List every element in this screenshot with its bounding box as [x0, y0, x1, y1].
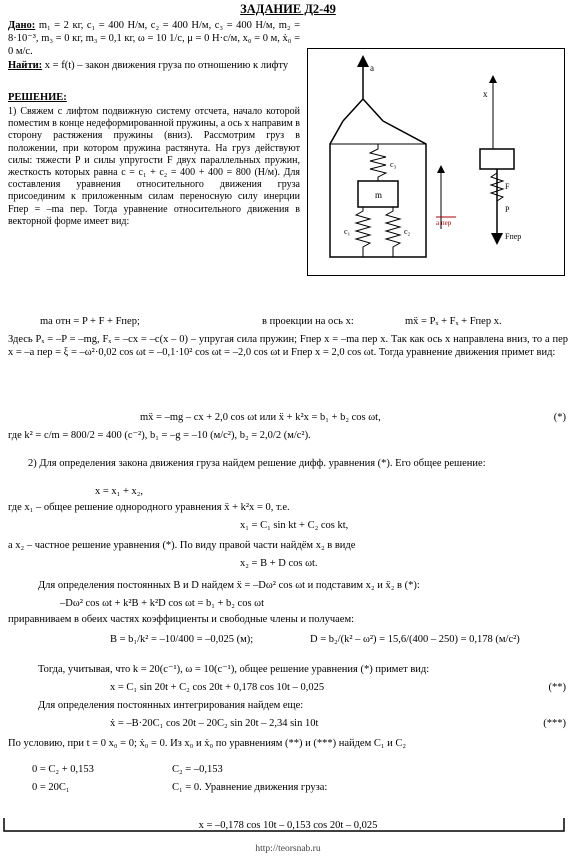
- paragraph-3: 2) Для определения закона движения груза найдем решение дифф. уравнения (*). Его общее решение:: [28, 458, 486, 469]
- find-label: Найти:: [8, 60, 43, 71]
- equation-full-number: (**): [548, 682, 566, 693]
- solution-label: РЕШЕНИЕ:: [8, 92, 67, 103]
- find-text: x = f(t) – закон движения груза по отношению к лифту: [44, 60, 289, 71]
- paragraph-3b: где x₁ – общее решение однородного уравнения ẍ + k²x = 0, т.е.: [8, 502, 290, 513]
- initial-condition-2: 0 = 20C₁: [32, 782, 70, 793]
- footer-url: http://teorsnab.ru: [255, 844, 321, 854]
- label-a: a: [370, 63, 374, 73]
- initial-condition-1: 0 = C₂ + 0,153: [32, 764, 94, 775]
- label-x: x: [483, 89, 488, 99]
- equation-vector: ma отн = P + F + Fпер;: [40, 316, 140, 327]
- paragraph-4: Для определения постоянных B и D найдем ẍ = –Dω² cos ωt и подставим x₂ и ẍ₂ в (*):: [38, 580, 420, 591]
- equation-substituted: –Dω² cos ωt + k²B + k²D cos ωt = b₁ + b₂ cos ωt: [60, 598, 265, 609]
- equation-velocity-number: (***): [543, 718, 566, 729]
- paragraph-4b: приравниваем в обеих частях коэффициенты и свободные члены и получаем:: [8, 614, 355, 625]
- initial-result-1: C₂ = –0,153: [172, 764, 223, 775]
- label-P: P: [505, 205, 510, 214]
- given-label: Дано:: [8, 20, 36, 31]
- label-c1: c₁: [344, 227, 351, 236]
- spring-mass-diagram: [308, 49, 564, 275]
- initial-result-2: C₁ = 0. Уравнение движения груза:: [172, 782, 328, 793]
- equation-main: mẍ = –mg – cx + 2,0 cos ωt или ẍ + k²x = b₁ + b₂ cos ωt,: [140, 412, 381, 423]
- equation-general: x = x₁ + x₂,: [95, 486, 144, 497]
- label-F: F: [505, 182, 510, 191]
- label-Fper: Fпер: [505, 232, 522, 241]
- paragraph-2: Здесь Pₓ = –P = –mg, Fₓ = –cx = –c(x – 0) – упругая сила пружин; Fпер x = –ma пер x. Так как ось x направлена вниз, то a пер x = –a пер = ξ = –ω²·0,02 cos ωt = –0,1·10² cos ωt = –2,0 cos ωt и Fпер x = 2,0 cos ωt. Тогда уравнение движения примет вид:: [8, 334, 568, 358]
- equation-full-solution: x = C₁ sin 20t + C₂ cos 20t + 0,178 cos 10t – 0,025: [110, 682, 325, 693]
- equation-main-number: (*): [553, 412, 566, 423]
- equation-velocity: ẋ = –B·20C₁ cos 20t – 20C₂ sin 20t – 2,34 sin 10t: [110, 718, 319, 729]
- label-c2: c₂: [404, 227, 411, 236]
- paragraph-5: Тогда, учитывая, что k = 20(с⁻¹), ω = 10(с⁻¹), общее решение уравнения (*) примет вид:: [38, 664, 430, 675]
- label-mass: m: [375, 190, 383, 200]
- equation-proj-label: в проекции на ось x:: [262, 316, 354, 327]
- final-result: x = –0,178 cos 10t – 0,153 cos 20t – 0,025: [198, 820, 378, 831]
- equation-B: B = b₁/k² = –10/400 = –0,025 (м);: [110, 634, 254, 645]
- given-text: m₁ = 2 кг, c₁ = 400 Н/м, c₂ = 400 Н/м, c₃ = 400 Н/м, m₂ = 8·10⁻³, m₃ = 0 кг, m₃ = 0,1 кг, ω = 10 1/с, μ = 0 Н·с/м, x₀ = 0 м, ẋ₀ = 0 м/с.: [8, 20, 300, 57]
- equation-D: D = b₂/(k² – ω²) = 15,6/(400 – 250) = 0,178 (м/с²): [310, 634, 520, 645]
- label-aper: a пер: [436, 219, 452, 227]
- paragraph-3c: а x₂ – частное решение уравнения (*). По виду правой части найдём x₂ в виде: [8, 540, 356, 551]
- label-c-top: c₃: [390, 160, 397, 169]
- equation-main-where: где k² = c/m = 800/2 = 400 (с⁻²), b₁ = –g = –10 (м/с²), b₂ = 2,0/2 (м/с²).: [8, 430, 311, 441]
- page-title: ЗАДАНИЕ Д2-49: [240, 2, 336, 16]
- paragraph-1: 1) Свяжем с лифтом подвижную систему отсчета, начало которой поместим в конце недеформированной пружины, а ось x направим в сторону растяжения пружины (вниз). Рассмотрим груз в положении, при котором пружина растянута. На груз действуют силы: тяжести P и силы упругости F двух параллельных пружин, жесткость которых равна c = c₁ + c₂ = 400 + 400 = 800 (Н/м). Для составления уравнения относительного движения груза присоединим к приложенным силам переносную силу инерции Fпер = –ma пер. Тогда уравнение относительного движения в векторной форме имеет вид:: [8, 106, 300, 227]
- given-block: [8, 20, 300, 58]
- paragraph-7: По условию, при t = 0 x₀ = 0; ẋ₀ = 0. Из x₀ и ẋ₀ по уравнениям (**) и (***) найдем C₁ и C₂: [8, 738, 407, 749]
- equation-homogeneous: x₁ = C₁ sin kt + C₂ cos kt,: [240, 520, 349, 531]
- equation-projection: mẍ = Pₓ + Fₓ + Fпер x.: [405, 316, 502, 327]
- equation-particular: x₂ = B + D cos ωt.: [240, 558, 318, 569]
- find-block: [8, 60, 300, 73]
- mechanism-figure: [307, 48, 565, 276]
- paragraph-6: Для определения постоянных интегрирования найдем еще:: [38, 700, 304, 711]
